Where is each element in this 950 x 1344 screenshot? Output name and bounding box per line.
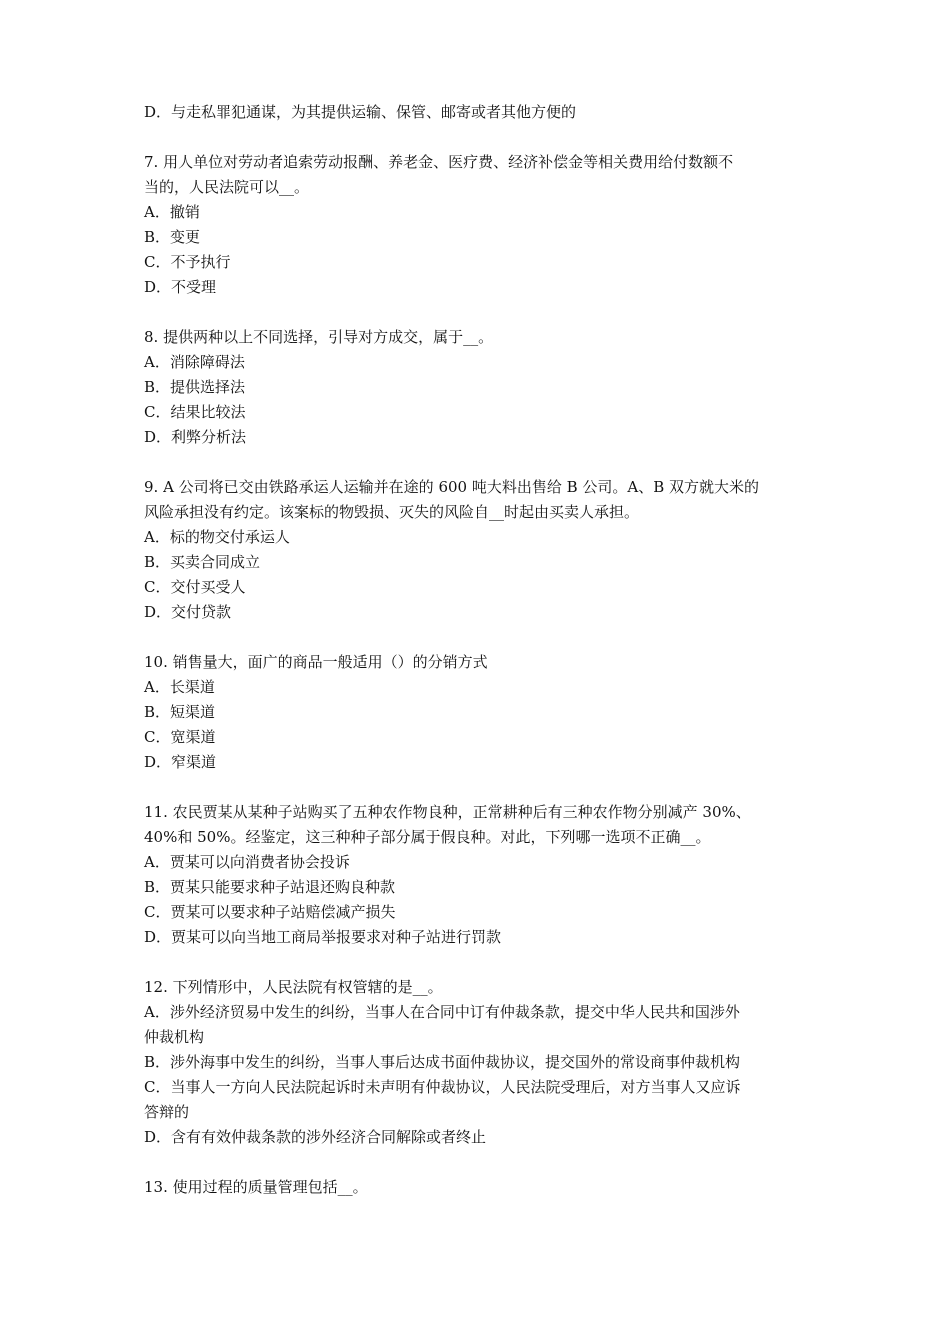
question-line: 9. A 公司将已交由铁路承运人运输并在途的 600 吨大料出售给 B 公司。A、B 双方就大米的 (144, 478, 760, 496)
option-line: D．利弊分析法 (144, 428, 247, 446)
question-line: 7. 用人单位对劳动者追索劳动报酬、养老金、医疗费、经济补偿金等相关费用给付数额不 (144, 153, 734, 171)
question-line: 13. 使用过程的质量管理包括__。 (144, 1178, 368, 1196)
document-body (144, 100, 816, 1200)
spacer (144, 125, 816, 150)
option-line: D．不受理 (144, 278, 217, 296)
spacer (144, 950, 816, 975)
option-line: C．不予执行 (144, 253, 231, 271)
spacer (144, 450, 816, 475)
question-line: 风险承担没有约定。该案标的物毁损、灭失的风险自__时起由买卖人承担。 (144, 503, 640, 521)
question-line: 40%和 50%。经鉴定，这三种种子部分属于假良种。对此，下列哪一选项不正确__。 (144, 828, 711, 846)
option-line: D．与走私罪犯通谋，为其提供运输、保管、邮寄或者其他方便的 (144, 103, 577, 121)
option-line: C．贾某可以要求种子站赔偿减产损失 (144, 903, 396, 921)
option-line: A．贾某可以向消费者协会投诉 (144, 853, 350, 871)
option-line: A．涉外经济贸易中发生的纠纷，当事人在合同中订有仲裁条款，提交中华人民共和国涉外 (144, 1003, 740, 1021)
spacer (144, 1150, 816, 1175)
option-line: A．撤销 (144, 203, 200, 221)
option-line: 答辩的 (144, 1103, 190, 1121)
spacer (144, 775, 816, 800)
question-line: 8. 提供两种以上不同选择，引导对方成交，属于__。 (144, 328, 494, 346)
option-line: C．当事人一方向人民法院起诉时未声明有仲裁协议，人民法院受理后，对方当事人又应诉 (144, 1078, 741, 1096)
option-line: A．长渠道 (144, 678, 215, 696)
option-line: A．消除障碍法 (144, 353, 245, 371)
question-line: 12. 下列情形中，人民法院有权管辖的是__。 (144, 978, 443, 996)
option-line: D．贾某可以向当地工商局举报要求对种子站进行罚款 (144, 928, 502, 946)
option-line: A．标的物交付承运人 (144, 528, 290, 546)
spacer (144, 300, 816, 325)
option-line: C．结果比较法 (144, 403, 246, 421)
option-line: C．交付买受人 (144, 578, 246, 596)
option-line: D．交付贷款 (144, 603, 232, 621)
option-line: B．短渠道 (144, 703, 216, 721)
question-line: 当的，人民法院可以__。 (144, 178, 310, 196)
option-line: B．涉外海事中发生的纠纷，当事人事后达成书面仲裁协议，提交国外的常设商事仲裁机构 (144, 1053, 741, 1071)
option-line: C．宽渠道 (144, 728, 216, 746)
option-line: B．提供选择法 (144, 378, 246, 396)
option-line: B．变更 (144, 228, 201, 246)
option-line: B．买卖合同成立 (144, 553, 261, 571)
option-line: 仲裁机构 (144, 1028, 205, 1046)
question-line: 11. 农民贾某从某种子站购买了五种农作物良种，正常耕种后有三种农作物分别减产 30%、 (144, 803, 751, 821)
option-line: B．贾某只能要求种子站退还购良种款 (144, 878, 396, 896)
question-line: 10. 销售量大，面广的商品一般适用（）的分销方式 (144, 653, 488, 671)
spacer (144, 625, 816, 650)
option-line: D．窄渠道 (144, 753, 217, 771)
option-line: D．含有有效仲裁条款的涉外经济合同解除或者终止 (144, 1128, 487, 1146)
